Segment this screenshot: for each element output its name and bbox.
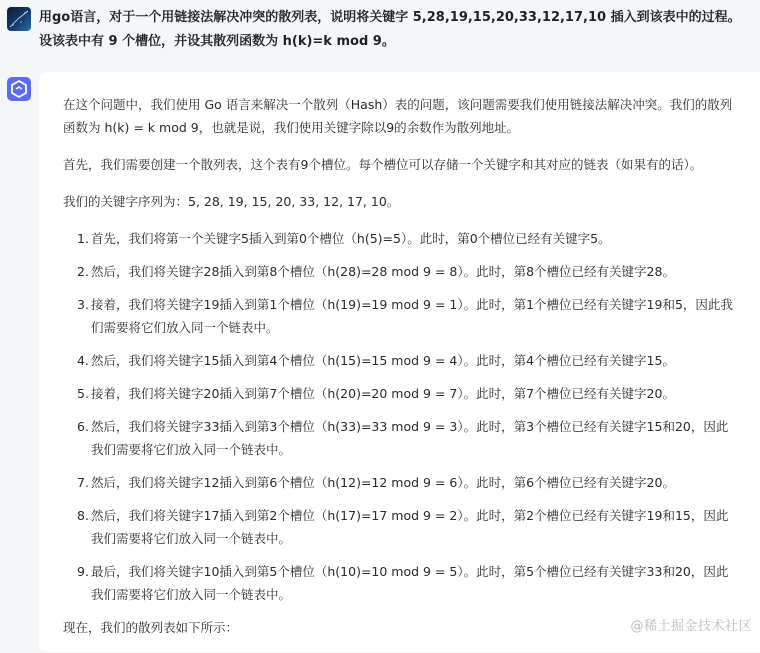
step-text: 最后，我们将关键字10插入到第5个槽位（h(10)=10 mod 9 = 5）。此时，第5个槽位已经有关键字33和20，因此我们需要将它们放入同一个链表中。 <box>91 564 728 602</box>
list-item <box>63 415 735 461</box>
ai-assistant-icon <box>7 77 31 101</box>
step-text: 然后，我们将关键字33插入到第3个槽位（h(33)=33 mod 9 = 3）。此时，第3个槽位已经有关键字15和20，因此我们需要将它们放入同一个链表中。 <box>91 419 728 457</box>
step-text: 然后，我们将关键字15插入到第4个槽位（h(15)=15 mod 9 = 4）。此时，第4个槽位已经有关键字15。 <box>91 353 675 368</box>
list-item <box>63 560 735 606</box>
list-item <box>63 471 735 494</box>
user-avatar-icon[interactable] <box>7 7 31 31</box>
step-text: 首先，我们将第一个关键字5插入到第0个槽位（h(5)=5）。此时，第0个槽位已经有关键字5。 <box>91 231 611 246</box>
list-item <box>63 293 735 339</box>
key-sequence-paragraph: 我们的关键字序列为：5, 28, 19, 15, 20, 33, 12, 17, 10。 <box>63 190 735 213</box>
list-item <box>63 382 735 405</box>
step-number: 9. <box>77 560 89 583</box>
step-number: 5. <box>77 382 89 405</box>
step-text: 接着，我们将关键字19插入到第1个槽位（h(19)=19 mod 9 = 1）。此时，第1个槽位已经有关键字19和5，因此我们需要将它们放入同一个链表中。 <box>91 297 733 335</box>
step-number: 3. <box>77 293 89 316</box>
step-number: 7. <box>77 471 89 494</box>
intro-paragraph: 在这个问题中，我们使用 Go 语言来解决一个散列（Hash）表的问题，该问题需要我们使用链接法解决冲突。我们的散列函数为 h(k) = k mod 9，也就是说，我们使用关键字除以9的余数作为散列地址。 <box>63 93 735 139</box>
step-number: 8. <box>77 504 89 527</box>
insertion-steps-list <box>63 227 735 606</box>
step-text: 然后，我们将关键字17插入到第2个槽位（h(17)=17 mod 9 = 2）。此时，第2个槽位已经有关键字19和15，因此我们需要将它们放入同一个链表中。 <box>91 508 728 546</box>
watermark: @稀土掘金技术社区 <box>630 615 752 634</box>
step-text: 接着，我们将关键字20插入到第7个槽位（h(20)=20 mod 9 = 7）。此时，第7个槽位已经有关键字20。 <box>91 386 675 401</box>
list-item <box>63 504 735 550</box>
closing-paragraph: 现在，我们的散列表如下所示： <box>63 616 735 639</box>
list-item <box>63 349 735 372</box>
step-text: 然后，我们将关键字12插入到第6个槽位（h(12)=12 mod 9 = 6）。此时，第6个槽位已经有关键字20。 <box>91 475 675 490</box>
step-number: 4. <box>77 349 89 372</box>
step-number: 6. <box>77 415 89 438</box>
user-message-row <box>0 0 760 70</box>
step-number: 2. <box>77 260 89 283</box>
user-message-text: 用go语言，对于一个用链接法解决冲突的散列表，说明将关键字 5,28,19,15,20,33,12,17,10 插入到该表中的过程。设该表中有 9 个槽位，并设其散列函数为 h(k)=k mod 9。 <box>39 6 751 54</box>
table-setup-paragraph: 首先，我们需要创建一个散列表，这个表有9个槽位。每个槽位可以存储一个关键字和其对应的链表（如果有的话）。 <box>63 153 735 176</box>
list-item <box>63 260 735 283</box>
assistant-message-content <box>63 93 735 653</box>
step-text: 然后，我们将关键字28插入到第8个槽位（h(28)=28 mod 9 = 8）。此时，第8个槽位已经有关键字28。 <box>91 264 675 279</box>
step-number: 1. <box>77 227 89 250</box>
list-item <box>63 227 735 250</box>
